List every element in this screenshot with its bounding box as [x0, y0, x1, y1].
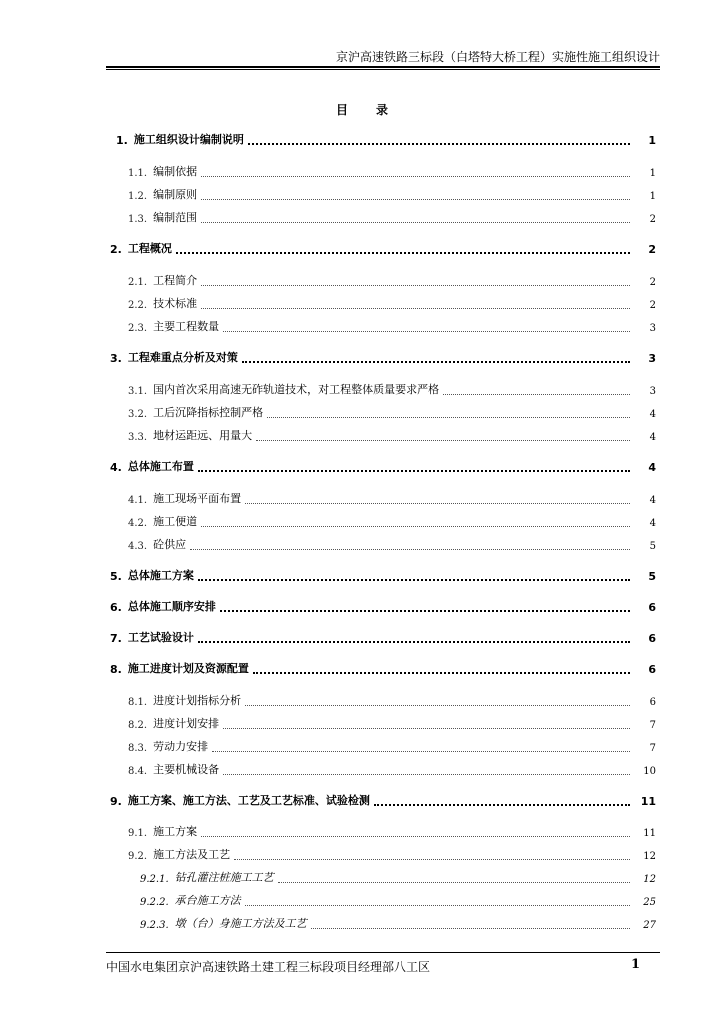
toc-leader-dots: [374, 796, 630, 806]
toc-entry-page: 4: [649, 518, 656, 529]
toc-entry-number: 2.: [110, 243, 122, 256]
toc-entry-title: 工程简介: [153, 274, 198, 287]
toc-entry-page: 3: [649, 323, 656, 334]
toc-entry-number: 8.3.: [128, 743, 148, 754]
toc-entry-title: 施工方案、施工方法、工艺及工艺标准、试验检测: [127, 794, 370, 807]
toc-entry-title: 总体施工布置: [127, 460, 194, 473]
toc-entry-number: 9.: [110, 795, 122, 808]
toc-entry-page: 2: [649, 277, 656, 288]
toc-entry[interactable]: [128, 846, 656, 862]
toc-entry-page: 11: [640, 795, 656, 808]
toc-entry[interactable]: [140, 915, 656, 931]
toc-entry-page: 4: [649, 495, 656, 506]
toc-entry-title: 总体施工顺序安排: [127, 600, 216, 613]
toc-leader-dots: [443, 386, 630, 395]
toc-leader-dots: [256, 432, 630, 441]
toc-entry-title: 地材运距远、用量大: [153, 429, 253, 442]
toc-entry-page: 25: [643, 897, 656, 908]
toc-entry-number: 8.1.: [128, 697, 148, 708]
toc-leader-dots: [201, 300, 630, 309]
toc-entry-page: 5: [648, 570, 656, 583]
toc-leader-dots: [190, 541, 630, 550]
toc-entry-page: 2: [649, 214, 656, 225]
toc-entry-title: 进度计划安排: [153, 717, 220, 730]
toc-entry-page: 2: [649, 300, 656, 311]
toc-entry-title: 施工进度计划及资源配置: [127, 662, 249, 675]
toc-leader-dots: [201, 828, 630, 837]
toc-leader-dots: [242, 353, 630, 363]
toc-entry[interactable]: [128, 209, 656, 225]
toc-entry-title: 墩（台）身施工方法及工艺: [174, 917, 307, 930]
toc-title: 目录: [335, 103, 416, 117]
toc-entry[interactable]: [128, 513, 656, 529]
toc-leader-dots: [234, 851, 630, 860]
toc-entry[interactable]: [110, 629, 656, 645]
toc-entry-number: 8.: [110, 663, 122, 676]
toc-entry[interactable]: [128, 272, 656, 288]
toc-entry[interactable]: [140, 892, 656, 908]
toc-entry-number: 9.2.: [128, 851, 148, 862]
toc-entry-number: 6.: [110, 601, 122, 614]
toc-entry-number: 9.1.: [128, 828, 148, 839]
toc-entry-page: 27: [643, 920, 656, 931]
toc-entry-title: 总体施工方案: [127, 569, 194, 582]
toc-leader-dots: [198, 462, 630, 472]
toc-entry-title: 工程难重点分析及对策: [127, 351, 238, 364]
footer-org: 中国水电集团京沪高速铁路土建工程三标段项目经理部八工区: [106, 960, 431, 974]
toc-entry-title: 主要工程数量: [153, 320, 220, 333]
toc-entry-page: 10: [643, 766, 656, 777]
toc-entry-title: 国内首次采用高速无砟轨道技术，对工程整体质量要求严格: [153, 383, 440, 396]
toc-leader-dots: [253, 664, 630, 674]
toc-entry-title: 劳动力安排: [153, 740, 209, 753]
toc-entry-title: 进度计划指标分析: [153, 694, 242, 707]
toc-entry[interactable]: [128, 715, 656, 731]
page-header: 京沪高速铁路三标段（白塔特大桥工程）实施性施工组织设计: [335, 50, 660, 64]
toc-entry-title: 施工现场平面布置: [153, 492, 242, 505]
toc-entry-number: 9.2.3.: [140, 920, 169, 931]
toc-entry[interactable]: [128, 404, 656, 420]
toc-entry-number: 4.1.: [128, 495, 148, 506]
toc-leader-dots: [220, 602, 630, 612]
toc-entry-number: 9.2.1.: [140, 874, 169, 885]
toc-entry-page: 4: [649, 409, 656, 420]
toc-entry-number: 3.: [110, 352, 122, 365]
toc-entry[interactable]: [128, 186, 656, 202]
toc-entry-title: 施工组织设计编制说明: [133, 133, 244, 146]
toc-entry-title: 承台施工方法: [174, 894, 241, 907]
toc-entry-page: 6: [648, 601, 656, 614]
toc-leader-dots: [212, 743, 630, 752]
toc-leader-dots: [311, 920, 630, 929]
toc-entry-page: 1: [649, 168, 656, 179]
toc-entry-number: 4.3.: [128, 541, 148, 552]
toc-entry[interactable]: [128, 692, 656, 708]
toc-leader-dots: [223, 323, 630, 332]
toc-entry-page: 7: [649, 720, 656, 731]
toc-leader-dots: [201, 168, 630, 177]
toc-entry[interactable]: [110, 660, 656, 676]
toc-entry[interactable]: [128, 318, 656, 334]
toc-leader-dots: [267, 409, 630, 418]
toc-leader-dots: [245, 697, 630, 706]
toc-entry[interactable]: [128, 163, 656, 179]
toc-leader-dots: [176, 244, 630, 254]
toc-entry[interactable]: [128, 490, 656, 506]
toc-entry-title: 编制原则: [153, 188, 198, 201]
toc-entry-title: 施工便道: [153, 515, 198, 528]
toc-entry[interactable]: [110, 598, 656, 614]
toc-entry-page: 3: [648, 352, 656, 365]
toc-entry-number: 4.2.: [128, 518, 148, 529]
toc-entry-number: 8.4.: [128, 766, 148, 777]
toc-entry[interactable]: [116, 131, 656, 147]
toc-entry-page: 1: [649, 191, 656, 202]
toc-entry[interactable]: [128, 295, 656, 311]
toc-entry-page: 12: [643, 874, 656, 885]
toc-entry[interactable]: [110, 458, 656, 474]
toc-entry-number: 2.3.: [128, 323, 148, 334]
footer-rule: [106, 952, 660, 953]
toc-entry[interactable]: [128, 381, 656, 397]
toc-entry[interactable]: [140, 869, 656, 885]
toc-entry-number: 3.1.: [128, 386, 148, 397]
toc-entry-number: 8.2.: [128, 720, 148, 731]
toc-leader-dots: [223, 720, 630, 729]
toc-entry-number: 9.2.2.: [140, 897, 169, 908]
toc-entry-page: 6: [648, 663, 656, 676]
toc-entry-page: 12: [643, 851, 656, 862]
toc-leader-dots: [198, 571, 630, 581]
toc-entry-number: 3.3.: [128, 432, 148, 443]
toc-entry-number: 4.: [110, 461, 122, 474]
toc-entry-number: 2.1.: [128, 277, 148, 288]
toc-entry[interactable]: [110, 567, 656, 583]
toc-leader-dots: [223, 766, 630, 775]
toc-leader-dots: [278, 874, 630, 883]
toc-leader-dots: [245, 897, 630, 906]
toc-entry-page: 4: [649, 432, 656, 443]
toc-entry[interactable]: [110, 792, 656, 808]
toc-entry[interactable]: [128, 738, 656, 754]
toc-entry-page: 2: [648, 243, 656, 256]
toc-entry[interactable]: [110, 349, 656, 365]
toc-entry-number: 1.1.: [128, 168, 148, 179]
toc-entry[interactable]: [128, 427, 656, 443]
toc-entry-title: 施工方法及工艺: [153, 848, 231, 861]
toc-entry-page: 1: [648, 134, 656, 147]
toc-entry-page: 4: [648, 461, 656, 474]
toc-entry-title: 工后沉降指标控制严格: [153, 406, 264, 419]
toc-entry-title: 主要机械设备: [153, 763, 220, 776]
toc-entry-page: 11: [643, 828, 656, 839]
toc-leader-dots: [245, 495, 630, 504]
toc-leader-dots: [198, 633, 630, 643]
toc-entry-number: 5.: [110, 570, 122, 583]
toc-entry-title: 编制依据: [153, 165, 198, 178]
toc-entry-number: 1.: [116, 134, 128, 147]
toc-entry-title: 砼供应: [153, 538, 187, 551]
toc-leader-dots: [201, 214, 630, 223]
toc-leader-dots: [201, 191, 630, 200]
toc-entry-number: 1.3.: [128, 214, 148, 225]
toc-entry-page: 6: [648, 632, 656, 645]
toc-entry-number: 2.2.: [128, 300, 148, 311]
toc-entry-title: 技术标准: [153, 297, 198, 310]
toc-entry[interactable]: [128, 761, 656, 777]
toc-entry-title: 工艺试验设计: [127, 631, 194, 644]
page-number: 1: [630, 957, 640, 972]
toc-entry-title: 编制范围: [153, 211, 198, 224]
toc-leader-dots: [201, 277, 630, 286]
toc-entry[interactable]: [128, 536, 656, 552]
toc-entry-page: 6: [649, 697, 656, 708]
toc-entry-page: 5: [649, 541, 656, 552]
toc-entry-number: 1.2.: [128, 191, 148, 202]
toc-entry-title: 工程概况: [127, 242, 172, 255]
toc-entry-number: 3.2.: [128, 409, 148, 420]
toc-leader-dots: [248, 135, 630, 145]
toc-entry[interactable]: [110, 240, 656, 256]
toc-entry-page: 3: [649, 386, 656, 397]
toc-entry-page: 7: [649, 743, 656, 754]
toc-entry[interactable]: [128, 823, 656, 839]
toc-entry-title: 施工方案: [153, 825, 198, 838]
toc-entry-number: 7.: [110, 632, 122, 645]
toc-entry-title: 钻孔灌注桩施工工艺: [174, 871, 274, 884]
toc-leader-dots: [201, 518, 630, 527]
